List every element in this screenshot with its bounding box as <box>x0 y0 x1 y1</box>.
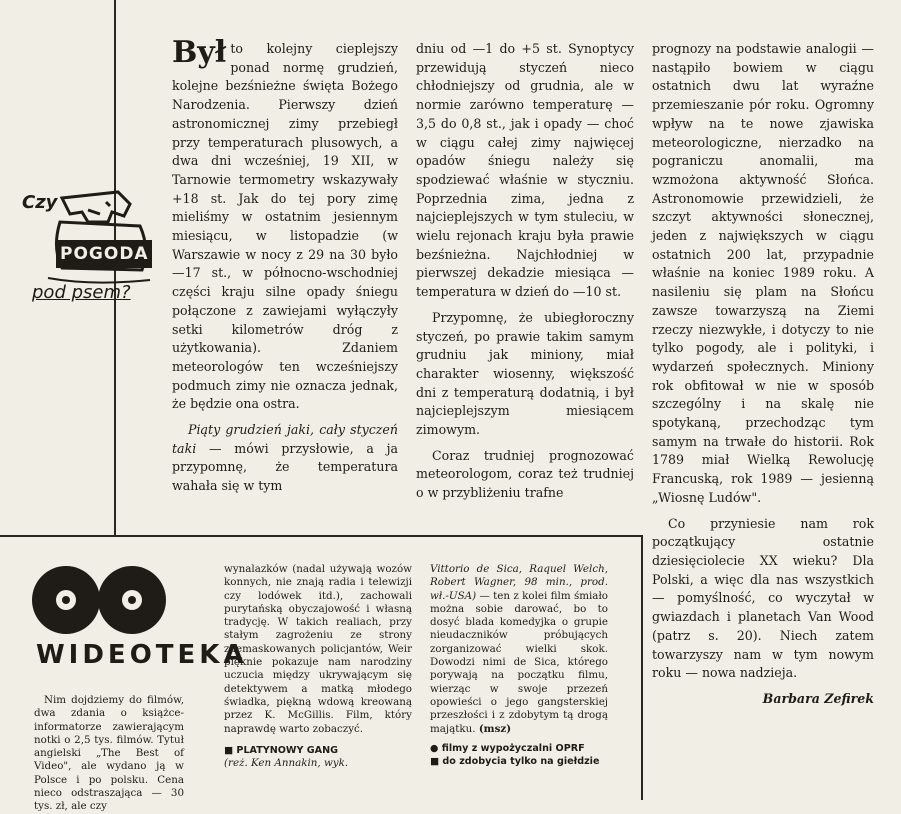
film-review-text: — ten z kolei film śmiało można sobie darować, bo to dosyć blada komedyjka o grupie nieudaczników próbujących zorganizować wielki skok. Dowodzi nimi de Sica, którego porywają na początku filmu, wierząc w swoje przezeń opowieści o jego gangsterskiej przeszłości i z zdobytym tą drogą majątku. <box>430 589 608 735</box>
wideoteka-review-text: wynalazków (nadal używają wozów konnych, nie znają radia i telewizji czy lodówek itd.), zachowali purytańską obyczajowość i własną tradycję. W takich realiach, przy stałym zagrożeniu ze strony zdemaskowanych policjantów, Weir pięknie pokazuje nam narodziny uczucia między ukrywającym się detektywem a matką młodego świadka, piękną wdową kreowaną przez K. McGillis. Film, który naprawdę warto zobaczyć. <box>224 563 412 735</box>
film-reel-icon <box>28 560 168 640</box>
wideoteka-title: WIDEOTEKA <box>36 640 248 670</box>
black-square-icon: ■ <box>224 744 237 756</box>
article-column-1 <box>172 35 398 496</box>
black-square-icon: ■ <box>430 756 443 768</box>
black-dot-icon: ● <box>430 742 442 754</box>
article-paragraph: Przypomnę, że ubiegłoroczny styczeń, po prawie takim samym grudniu jak miniony, miał charakter wiosenny, większość dni z temperaturą dodatnią, i był najcieplejszym miesiącem zimowym. <box>416 309 634 438</box>
film-title-platynowy-gang: PLATYNOWY GANG <box>236 744 338 756</box>
wideoteka-column-1 <box>34 694 184 814</box>
article-lead-word: Był <box>172 35 227 70</box>
article-paragraph: prognozy na podstawie analogii — nastąpiło bowiem w ciągu ostatnich dwu lat wyraźne przemieszanie pór roku. Ogromny wpływ na te nowe zjawiska meteorologiczne, nierzadko na pograniczu anomalii, ma wzmożona aktywność Słońca. Astronomowie przewidzieli, że szczyt aktywności słonecznej, jeden z największych w ciągu ostatnich 200 lat, przypadnie właśnie na koniec 1989 roku. A nasileniu się plam na Słońcu zawsze towarzyszą na Ziemi rzeczy niezwykłe, i dotyczy to nie tylko pogody, ale i polityki, i wydarzeń społecznych. Miniony rok obfitował w nie w sposób szczególny i na skalę nie spotykaną, przechodząc tym samym na trwałe do historii. Rok 1789 miał Wielką Rewolucję Francuską, rok 1989 — jesienną „Wiosnę Ludów". <box>652 41 874 505</box>
section-divider-rule <box>0 535 641 537</box>
article-paragraph: to kolejny cieplejszy ponad normę grudzień, kolejne bezśnieżne święta Bożego Narodzenia. Pierwszy dzień astronomicznej zimy przebiegł przy temperaturach plusowych, a dwa dni wcześniej, 19 XII, w Tarnowie termometry wskazywały +18 st. Jak do tej pory zimę mieliśmy w ostatnim jesiennym miesiącu, w listopadzie (w Warszawie w nocy z 29 na 30 było —17 st., w północno-wschodniej części kraju silne opady śniegu połączone z zawiejami wyłączyły setki kilometrów dróg z użytkowania). Zdaniem meteorologów ten wcześniejszy podmuch zimy nie oznacza jednak, że będzie ona ostra. <box>172 41 398 412</box>
logo-word-czy: Czy <box>22 192 58 213</box>
proverb-text: Piąty grudzień jaki, cały styczeń taki <box>172 422 398 456</box>
wideoteka-column-3 <box>430 563 608 768</box>
article-author: Barbara Zefirek <box>762 690 874 706</box>
film-credits: (reż. Ken Annakin, wyk. <box>224 757 349 770</box>
wideoteka-column-2 <box>224 563 412 770</box>
film-credits-continued: Vittorio de Sica, Raquel Welch, Robert Wagner, 98 min., prod. wł.-USA) <box>430 563 608 602</box>
legend-exchange: do zdobycia tylko na giełdzie <box>442 756 600 768</box>
article-paragraph: dniu od —1 do +5 st. Synoptycy przewidują styczeń nieco chłodniejszy od grudnia, ale w normie zarówno temperaturę —3,5 do 0,8 st., jak i opady — choć w ciągu całej zimy najwięcej opadów śniegu należy się spodziewać właśnie w styczniu. Poprzednia zima, jedna z najcieplejszych w tym stuleciu, w wielu rejonach kraju była prawie bezśnieżna. Najchłodniej w pierwszej dekadzie miesiąca — temperatura w dzień do —10 st. <box>416 41 634 300</box>
logo-word-pogoda: POGODA <box>60 244 149 264</box>
article-paragraph: Co przyniesie nam rok początkujący ostatnie dziesięciolecie XX wieku? Dla Polski, a więc dla nas wszystkich — pomyślność, co wyczytał w gwiazdach i planetach Van Wood (patrz s. 20). Niech zatem towarzyszy nam w tym nowym roku — nowa nadzieja. <box>652 515 874 681</box>
proverb-tail-text: — mówi przysłowie, a ja przypomnę, że temperatura wahała się w tym <box>172 440 398 494</box>
pogoda-logo <box>22 178 162 313</box>
article-column-2 <box>416 40 634 503</box>
article-paragraph: Coraz trudniej prognozować meteorologom, coraz też trudniej o w przybliżeniu trafne <box>416 447 634 501</box>
legend-rental: filmy z wypożyczalni OPRF <box>441 742 585 754</box>
article-column-3 <box>652 40 874 709</box>
right-column-rule <box>641 535 643 800</box>
wideoteka-intro: Nim dojdziemy do filmów, dwa zdania o książce-informatorze zawierającym notki o 2,5 tys. filmów. Tytuł angielski „The Best of Video", ale wydano ją w Polsce i po polsku. Cena nieco odstraszająca — 30 tys. zł, ale czy <box>34 694 184 813</box>
logo-word-pod-psem: pod psem? <box>32 282 131 303</box>
review-signature: (msz) <box>478 722 512 735</box>
